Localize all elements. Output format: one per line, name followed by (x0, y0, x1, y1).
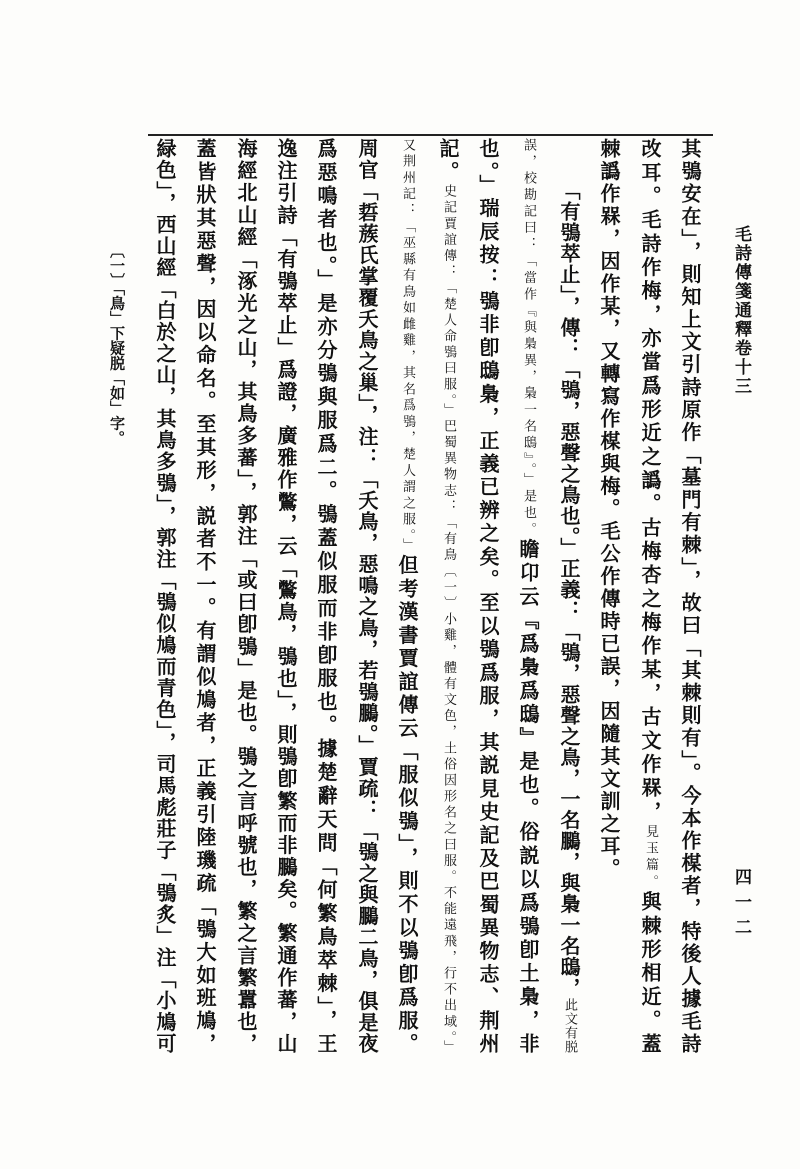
text-column-2 (632, 138, 668, 1053)
main-text-segment: 蓋皆狀其惡聲，因以命名。至其形，説者不一。有謂似鳩者，正義引陸璣疏「鴞大如班鳩， (193, 138, 217, 1053)
interlinear-note: 又荆州記：「巫縣有鳥如雌雞，其名爲鴞，楚人謂之服。」 (400, 138, 415, 555)
text-column-10 (308, 138, 344, 1053)
top-rule-line (148, 134, 713, 136)
interlinear-note: 見玉篇。 (643, 824, 658, 892)
main-text-segment: 棘譌作槑，因作某，又轉寫作楳與梅。毛公作傳時已誤，因隨其文訓之耳。 (597, 138, 621, 881)
text-column-3 (591, 138, 627, 1053)
main-text-segment: 記。 (436, 138, 460, 185)
footnote-1: 〔一〕「鳥」下疑脱「如」字。 (108, 243, 126, 446)
text-column-12 (228, 138, 264, 1053)
main-text-segment: 逸注引詩「有鴞萃止」爲證，廣雅作鷩，云「鷩鳥，鴞也」，則鴞卽繁而非鵩矣。繁通作蕃，山 (274, 138, 298, 1053)
text-column-11 (268, 138, 304, 1053)
main-text-segment: 改耳。毛詩作梅，亦當爲形近之譌。古梅杏之梅作某，古文作槑， (638, 138, 662, 825)
page-number: 四一二 (731, 868, 751, 943)
text-column-13 (187, 138, 223, 1053)
main-text-segment: 海經北山經「涿光之山，其鳥多蕃」，郭注「或曰卽鴞」是也。鴞之言呼號也，繁之言繁囂也， (234, 138, 258, 1053)
interlinear-note: 誤，校勘記曰：「當作『與梟異，梟一名鴟』。」是也。 (521, 138, 536, 539)
text-column-5 (510, 138, 546, 1053)
main-text-segment: 「有鴞萃止」，傳：「鴞，惡聲之鳥也。」正義：「鴞，惡聲之鳥，一名鵩，與梟一名鴟， (557, 180, 581, 999)
text-column-7 (430, 138, 466, 1053)
main-text-segment: 瞻卬云『爲梟爲鴟』是也。俗説以爲鴞卽土梟，非 (516, 538, 540, 1054)
text-column-8 (389, 138, 425, 1053)
running-head-book-title: 毛詩傳箋通釋卷十三 (731, 225, 751, 396)
text-column-9 (349, 138, 385, 1053)
text-column-1 (672, 138, 708, 1053)
text-column-4 (551, 138, 587, 1053)
main-text-segment: 與棘形相近。蓋 (638, 891, 662, 1054)
text-column-14 (147, 138, 183, 1053)
main-text-segment: 緑色」，西山經「白於之山，其鳥多鴞」，郭注「鴞似鳩而青色」，司馬彪莊子「鴞炙」注「小鳩可 (153, 138, 177, 1053)
text-column-6 (470, 138, 506, 1053)
main-text-segment: 周官「硩蔟氏掌覆夭鳥之巢」，注：「夭鳥，惡鳴之鳥，若鴞鵩。」賈疏：「鴞之與鵩二鳥，俱是夜 (355, 138, 379, 1053)
main-text-segment: 其鴞安在」，則知上文引詩原作「墓門有棘」，故曰「其棘則有」。今本作楳者，特後人據毛詩 (678, 138, 702, 1053)
main-text-segment: 爲惡鳴者也。」是亦分鴞與服爲二。鴞蓋似服而非卽服也。據楚辭天問「何繁鳥萃棘」，王 (314, 138, 338, 1053)
main-text-segment: 但考漢書賈誼傳云「服似鴞」，則不以鴞卽爲服。 (395, 554, 419, 1054)
interlinear-note: 此文有脱 (562, 998, 577, 1054)
main-text-segment: 也。」瑞辰按：鴞非卽鴟梟，正義已辨之矣。至以鴞爲服，其説見史記及巴蜀異物志、荆州 (476, 138, 500, 1053)
interlinear-note: 史記賈誼傳：「楚人命鴞曰服。」巴蜀異物志：「有鳥〔一〕小雞，體有文色，土俗因形名之曰服。不能遠飛，行不出域。」 (441, 184, 456, 1054)
